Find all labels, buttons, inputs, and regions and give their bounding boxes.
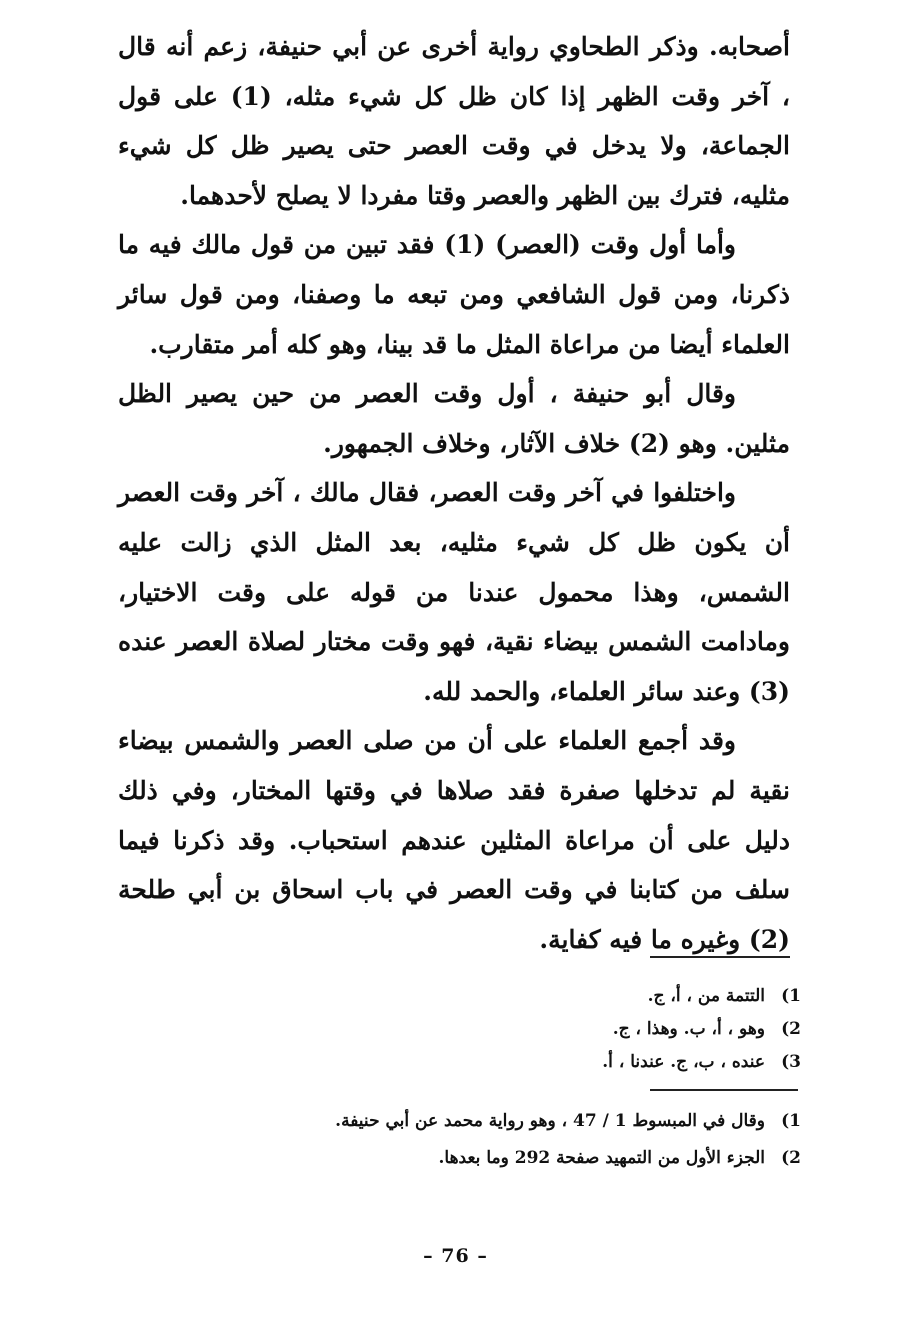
footnote-text: وقال في المبسوط 1 / 47 ، وهو رواية محمد عن أبي حنيفة. (335, 1111, 765, 1131)
footnote-text: التتمة من ، أ، ج. (647, 986, 765, 1006)
footnote-number: (1 (781, 986, 801, 1006)
footnote-item (241, 1046, 801, 1079)
editor-footnotes (241, 980, 801, 1079)
footnote-item (241, 980, 801, 1013)
footnote-text: وهو ، أ، ب. وهذا ، ج. (612, 1019, 765, 1039)
main-text (118, 22, 790, 964)
paragraph: وقد أجمع العلماء على أن من صلى العصر والشمس بيضاء نقية لم تدخلها صفرة فقد صلاها في وقتها المختار، وفي ذلك دليل على أن مراعاة المثلين عندهم استحباب. وقد ذكرنا فيما سلف من كتابنا في وقت العصر في باب اسحاق بن أبي طلحة (2) وغيره ما فيه كفاية. (118, 726, 790, 954)
commentary-footnotes (241, 1103, 801, 1177)
footnote-number: (2 (781, 1148, 801, 1168)
footnote-item (241, 1140, 801, 1177)
footnote-number: (2 (781, 1019, 801, 1039)
page-number: – 76 – (423, 1245, 488, 1267)
footnote-item (241, 1103, 801, 1140)
paragraph: وقال أبو حنيفة ، أول وقت العصر من حين يصير الظل مثلين. وهو (2) خلاف الآثار، وخلاف الجمهور. (118, 379, 790, 458)
footnote-item (241, 1013, 801, 1046)
paragraph: وأما أول وقت (العصر) (1) فقد تبين من قول مالك فيه ما ذكرنا، ومن قول الشافعي ومن تبعه ما وصفنا، ومن قول سائر العلماء أيضا من مراعاة المثل ما قد بينا، وهو كله أمر متقارب. (118, 230, 790, 359)
footnote-number: (1 (781, 1111, 801, 1131)
footnote-text: الجزء الأول من التمهيد صفحة 292 وما بعدها. (438, 1148, 765, 1168)
footnote-divider (650, 956, 790, 958)
footnote-number: (3 (781, 1052, 801, 1072)
paragraph: أصحابه. وذكر الطحاوي رواية أخرى عن أبي حنيفة، زعم أنه قال ، آخر وقت الظهر إذا كان ظل كل شيء مثله، (1) على قول الجماعة، ولا يدخل في وقت العصر حتى يصير ظل كل شيء مثليه، فترك بين الظهر والعصر وقتا مفردا لا يصلح لأحدهما. (118, 32, 790, 210)
paragraph: واختلفوا في آخر وقت العصر، فقال مالك ، آخر وقت العصر أن يكون ظل كل شيء مثليه، بعد المثل الذي زالت عليه الشمس، وهذا محمول عندنا من قوله على وقت الاختيار، ومادامت الشمس بيضاء نقية، فهو وقت مختار لصلاة العصر عنده (3) وعند سائر العلماء، والحمد لله. (118, 478, 790, 706)
footnote-divider (650, 1089, 798, 1091)
footnote-text: عنده ، ب، ج. عندنا ، أ. (602, 1052, 765, 1072)
